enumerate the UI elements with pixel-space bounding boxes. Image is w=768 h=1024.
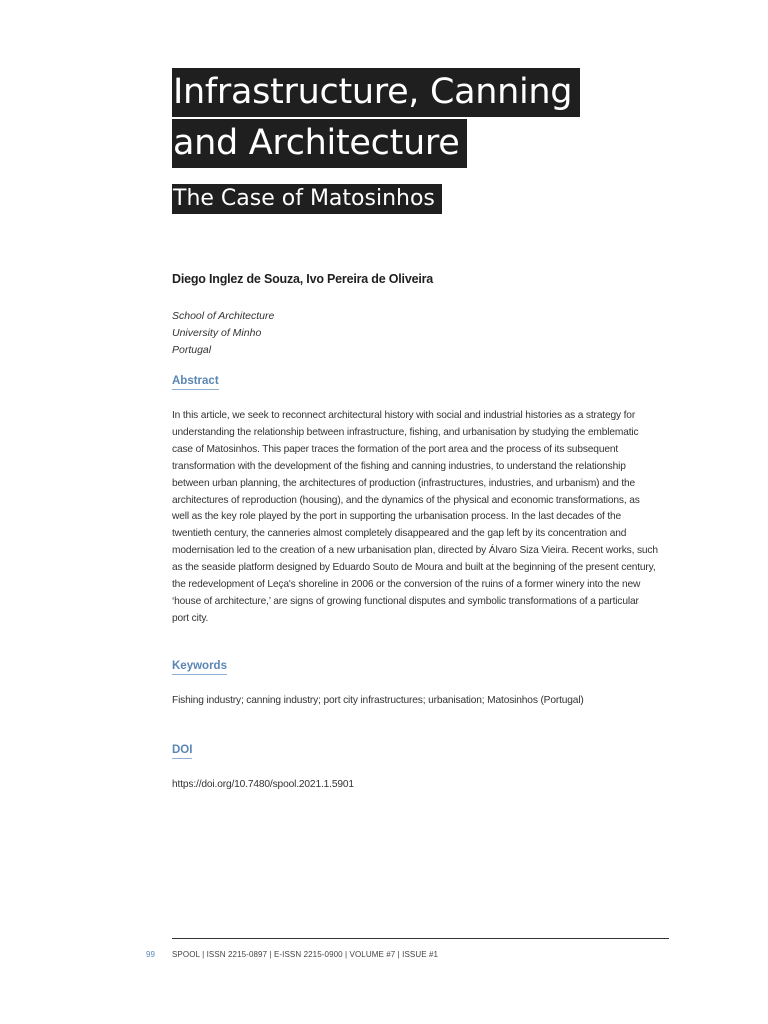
title-block	[172, 68, 580, 214]
doi-heading: DOI	[172, 744, 192, 759]
affiliation-country: Portugal	[172, 344, 212, 356]
keywords-text: Fishing industry; canning industry; port city infrastructures; urbanisation; Matosinhos (Portugal)	[172, 695, 584, 706]
footer-divider	[172, 938, 669, 939]
journal-footer: SPOOL | ISSN 2215-0897 | E-ISSN 2215-0900 | VOLUME #7 | ISSUE #1	[172, 950, 439, 959]
affiliation	[172, 308, 274, 359]
affiliation-university: University of Minho	[172, 327, 262, 339]
keywords-heading: Keywords	[172, 660, 227, 675]
abstract-text: In this article, we seek to reconnect architectural history with social and industrial histories as a strategy for understanding the relationship between infrastructure, fishing, and urbanisation by studying the emblematic case of Matosinhos. This paper traces the formation of the port area and the process of its subsequent transformation with the development of the fishing and canning industries, to understand the relationship between urban planning, the architectures of production (infrastructures, industries, and urbanism) and the architectures of reproduction (housing), and the dynamics of the physical and economic transformations, as well as the key role played by the port in supporting the urbanisation process. In the last decades of the twentieth century, the canneries almost completely disappeared and the gap left by its concentration and modernisation led to the creation of a new urbanisation plan, directed by Álvaro Siza Vieira. Recent works, such as the seaside platform designed by Eduardo Souto de Moura and built at the beginning of the present century, the redevelopment of Leça's shoreline in 2006 or the conversion of the ruins of a former winery into the new ‘house of architecture,’ are signs of growing functional disputes and symbolic transformations of a particular port city.	[172, 410, 658, 624]
doi-link[interactable]: https://doi.org/10.7480/spool.2021.1.5901	[172, 779, 354, 790]
article-subtitle: The Case of Matosinhos	[172, 184, 442, 214]
article-title-line-2: and Architecture	[172, 119, 467, 168]
abstract-heading: Abstract	[172, 375, 219, 390]
authors: Diego Inglez de Souza, Ivo Pereira de Oliveira	[172, 272, 434, 286]
article-title-line-1: Infrastructure, Canning	[172, 68, 580, 117]
affiliation-school: School of Architecture	[172, 310, 275, 322]
page-number: 99	[146, 950, 155, 959]
